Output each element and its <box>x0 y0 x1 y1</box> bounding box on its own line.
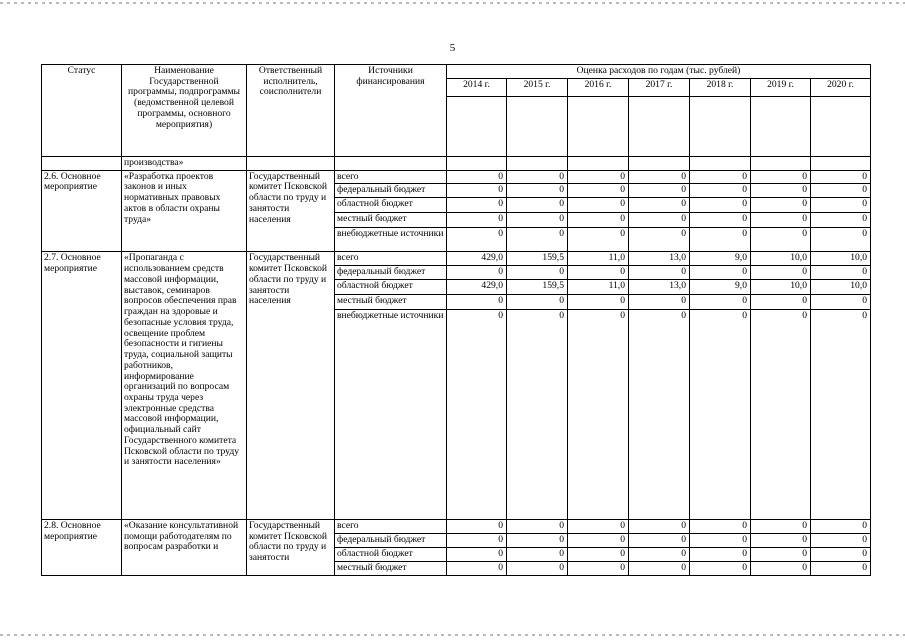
scan-edge-top <box>0 2 905 4</box>
value-cell: 10,0 <box>811 279 871 294</box>
block-name: «Оказание консультативной помощи работодателям по вопросам разработки и <box>122 519 247 575</box>
value-cell: 0 <box>690 184 751 198</box>
source-label: всего <box>335 519 447 533</box>
value-cell: 0 <box>690 533 751 547</box>
value-cell: 0 <box>568 294 629 309</box>
value-cell: 429,0 <box>447 252 507 266</box>
value-cell: 0 <box>690 547 751 561</box>
value-cell: 0 <box>629 561 690 575</box>
value-cell: 0 <box>507 294 568 309</box>
value-cell: 13,0 <box>629 252 690 266</box>
value-cell: 0 <box>447 519 507 533</box>
value-cell: 0 <box>811 533 871 547</box>
value-cell: 0 <box>507 213 568 228</box>
value-cell: 0 <box>568 266 629 280</box>
block-status: 2.8. Основное мероприятие <box>42 519 122 575</box>
block-responsible: Государственный комитет Псковской области по труду и занятости населения <box>247 170 335 252</box>
source-label: федеральный бюджет <box>335 184 447 198</box>
block-status: 2.7. Основное мероприятие <box>42 252 122 519</box>
value-cell: 0 <box>447 561 507 575</box>
value-cell: 0 <box>690 294 751 309</box>
value-cell: 10,0 <box>751 252 811 266</box>
source-label: местный бюджет <box>335 213 447 228</box>
source-label: областной бюджет <box>335 198 447 213</box>
value-cell: 0 <box>629 294 690 309</box>
value-cell: 0 <box>447 266 507 280</box>
value-cell: 0 <box>447 184 507 198</box>
source-label: местный бюджет <box>335 294 447 309</box>
value-cell: 10,0 <box>751 279 811 294</box>
value-cell: 0 <box>690 198 751 213</box>
year-2014: 2014 г. <box>447 79 507 97</box>
value-cell: 0 <box>507 519 568 533</box>
source-label: федеральный бюджет <box>335 266 447 280</box>
value-cell: 0 <box>629 266 690 280</box>
value-cell: 0 <box>811 294 871 309</box>
year-2017: 2017 г. <box>629 79 690 97</box>
value-cell: 429,0 <box>447 279 507 294</box>
value-cell: 0 <box>507 533 568 547</box>
expenses-table <box>41 64 871 576</box>
source-label: федеральный бюджет <box>335 533 447 547</box>
source-label: областной бюджет <box>335 279 447 294</box>
block-status: 2.6. Основное мероприятие <box>42 170 122 252</box>
block-name: «Разработка проектов законов и иных нормативных правовых актов в области охраны труда» <box>122 170 247 252</box>
value-cell: 0 <box>751 170 811 184</box>
value-cell: 0 <box>507 547 568 561</box>
value-cell: 0 <box>690 519 751 533</box>
block-name: «Пропаганда с использованием средств массовой информации, выставок, семинаров вопросов обеспечения прав граждан на здоровые и безопасные условия труда, освещение проблем безопасности и гигиены труда, социальной защиты работников, информирование организаций по вопросам охраны труда через электронные средства массовой информации, официальный сайт Государственного комитета Псковской области по труду и занятости населения» <box>122 252 247 519</box>
value-cell: 0 <box>751 519 811 533</box>
value-cell: 0 <box>568 533 629 547</box>
value-cell: 0 <box>507 228 568 252</box>
value-cell: 0 <box>447 170 507 184</box>
value-cell: 0 <box>568 184 629 198</box>
value-cell: 0 <box>629 309 690 519</box>
source-label: областной бюджет <box>335 547 447 561</box>
value-cell: 0 <box>811 309 871 519</box>
value-cell: 0 <box>629 519 690 533</box>
value-cell: 0 <box>568 213 629 228</box>
value-cell: 0 <box>447 198 507 213</box>
value-cell: 0 <box>690 266 751 280</box>
continuation-text: производства» <box>122 157 247 171</box>
value-cell: 0 <box>811 184 871 198</box>
source-label: всего <box>335 252 447 266</box>
year-2015: 2015 г. <box>507 79 568 97</box>
value-cell: 0 <box>690 213 751 228</box>
block-responsible: Государственный комитет Псковской области по труду и занятости <box>247 519 335 575</box>
page-number: 5 <box>449 42 456 54</box>
value-cell: 0 <box>811 266 871 280</box>
value-cell: 0 <box>629 170 690 184</box>
value-cell: 0 <box>690 309 751 519</box>
table-row <box>42 170 871 184</box>
header-estimate: Оценка расходов по годам (тыс. рублей) <box>447 65 871 79</box>
value-cell: 0 <box>447 294 507 309</box>
value-cell: 0 <box>811 170 871 184</box>
continuation-row <box>42 157 871 171</box>
value-cell: 0 <box>811 519 871 533</box>
scan-edge-bottom <box>0 634 905 636</box>
value-cell: 0 <box>507 561 568 575</box>
header-sources: Источники финансирования <box>335 65 447 157</box>
value-cell: 0 <box>447 309 507 519</box>
value-cell: 0 <box>811 547 871 561</box>
value-cell: 0 <box>690 170 751 184</box>
value-cell: 0 <box>447 547 507 561</box>
block-responsible: Государственный комитет Псковской области по труду и занятости населения <box>247 252 335 519</box>
value-cell: 0 <box>751 533 811 547</box>
value-cell: 0 <box>811 213 871 228</box>
value-cell: 0 <box>568 561 629 575</box>
value-cell: 0 <box>568 309 629 519</box>
table-row <box>42 519 871 533</box>
source-label: всего <box>335 170 447 184</box>
value-cell: 159,5 <box>507 252 568 266</box>
value-cell: 13,0 <box>629 279 690 294</box>
value-cell: 0 <box>629 533 690 547</box>
year-2018: 2018 г. <box>690 79 751 97</box>
header-responsible: Ответственный исполнитель, соисполнители <box>247 65 335 157</box>
value-cell: 11,0 <box>568 252 629 266</box>
year-2020: 2020 г. <box>811 79 871 97</box>
value-cell: 0 <box>751 228 811 252</box>
value-cell: 0 <box>507 170 568 184</box>
value-cell: 0 <box>629 547 690 561</box>
table-row <box>42 252 871 266</box>
value-cell: 0 <box>751 309 811 519</box>
value-cell: 0 <box>507 198 568 213</box>
value-cell: 0 <box>751 198 811 213</box>
header-name: Наименование Государственной программы, подпрограммы (ведомственной целевой программы, основного мероприятия) <box>122 65 247 157</box>
value-cell: 0 <box>507 266 568 280</box>
value-cell: 0 <box>751 213 811 228</box>
value-cell: 0 <box>629 198 690 213</box>
value-cell: 0 <box>690 228 751 252</box>
value-cell: 0 <box>751 294 811 309</box>
value-cell: 0 <box>568 519 629 533</box>
value-cell: 0 <box>751 561 811 575</box>
value-cell: 0 <box>507 184 568 198</box>
value-cell: 0 <box>568 547 629 561</box>
value-cell: 0 <box>568 198 629 213</box>
source-label: внебюджетные источники <box>335 228 447 252</box>
header-status: Статус <box>42 65 122 157</box>
value-cell: 0 <box>568 170 629 184</box>
value-cell: 0 <box>811 198 871 213</box>
value-cell: 0 <box>751 547 811 561</box>
source-label: внебюджетные источники <box>335 309 447 519</box>
value-cell: 0 <box>751 184 811 198</box>
value-cell: 11,0 <box>568 279 629 294</box>
value-cell: 0 <box>629 184 690 198</box>
year-2019: 2019 г. <box>751 79 811 97</box>
value-cell: 0 <box>690 561 751 575</box>
value-cell: 10,0 <box>811 252 871 266</box>
value-cell: 0 <box>811 561 871 575</box>
value-cell: 0 <box>568 228 629 252</box>
value-cell: 0 <box>447 213 507 228</box>
source-label: местный бюджет <box>335 561 447 575</box>
value-cell: 0 <box>629 228 690 252</box>
value-cell: 0 <box>751 266 811 280</box>
value-cell: 9,0 <box>690 252 751 266</box>
year-2016: 2016 г. <box>568 79 629 97</box>
value-cell: 0 <box>507 309 568 519</box>
value-cell: 0 <box>447 228 507 252</box>
value-cell: 0 <box>447 533 507 547</box>
value-cell: 9,0 <box>690 279 751 294</box>
value-cell: 0 <box>629 213 690 228</box>
value-cell: 159,5 <box>507 279 568 294</box>
value-cell: 0 <box>811 228 871 252</box>
